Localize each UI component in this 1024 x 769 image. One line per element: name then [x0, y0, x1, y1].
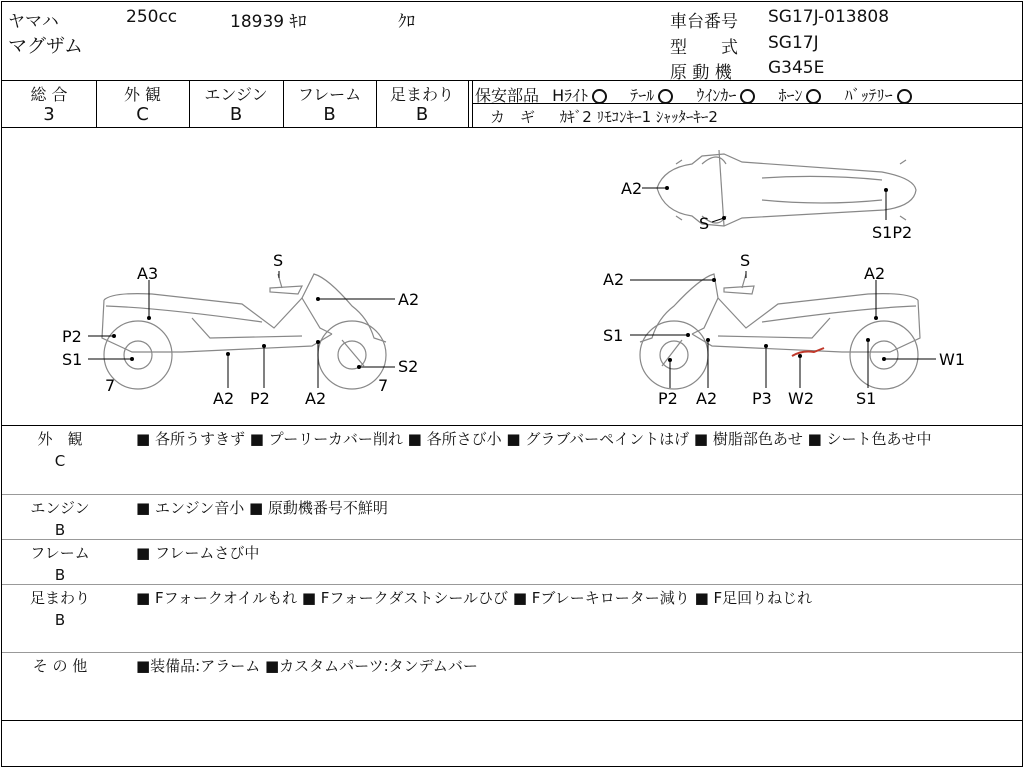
notes-other-text: ■装備品:アラーム ■カスタムパーツ:タンデムバー	[136, 657, 478, 675]
notes-engine-text: ■ エンジン音小 ■ 原動機番号不鮮明	[136, 499, 388, 517]
divider	[2, 425, 1022, 426]
diagram-label: S1	[62, 350, 83, 369]
diagram-label: W2	[788, 389, 814, 408]
ok-circle-icon	[740, 89, 755, 104]
displacement: 250cc	[126, 7, 178, 27]
ok-circle-icon	[592, 89, 607, 104]
grade-suspension-value: B	[415, 104, 429, 125]
notes-frame-text: ■ フレームさび中	[136, 544, 260, 562]
equipment-item-horn	[778, 86, 821, 105]
model-name: マグザム	[8, 35, 84, 57]
diagram-label: 7	[105, 376, 116, 395]
diagram-label: A2	[864, 264, 886, 283]
diagram-label: A2	[305, 389, 327, 408]
equipment-item-label: ﾎｰﾝ	[778, 86, 803, 105]
grade-exterior-label: 外 観	[123, 85, 162, 104]
notes-category: エンジン	[30, 499, 90, 517]
grade-overall-value: 3	[43, 104, 55, 125]
diagram-label: A2	[621, 179, 643, 198]
notes-category: そ の 他	[32, 657, 88, 675]
ok-circle-icon	[658, 89, 673, 104]
notes-category: フレーム	[30, 544, 90, 562]
notes-exterior-text: ■ 各所うすきず ■ プーリーカバー削れ ■ 各所さび小 ■ グラブバーペイントはげ ■ 樹脂部色あせ ■ シート色あせ中	[136, 430, 932, 448]
equipment-item-battery	[845, 86, 912, 105]
notes-frame-label	[20, 542, 100, 586]
key-text: ｶｷﾞ2 ﾘﾓｺﾝｷｰ1 ｼｬｯﾀｰｷｰ2	[559, 108, 718, 126]
notes-other-label	[20, 655, 100, 677]
grade-engine-label: エンジン	[204, 85, 268, 104]
grade-frame-label: フレーム	[297, 85, 362, 104]
scooter-side-view-left	[102, 274, 386, 389]
diagram-label: S	[740, 251, 751, 270]
damage-diagram	[2, 128, 1022, 426]
diagram-label: S2	[398, 357, 419, 376]
notes-engine-label	[20, 497, 100, 541]
grade-suspension-label: 足まわり	[389, 85, 454, 104]
scratch-mark	[792, 348, 824, 356]
equipment-item-tail	[630, 86, 673, 105]
grade-exterior-value: C	[136, 104, 149, 125]
maker: ヤマハ	[8, 12, 59, 32]
divider	[2, 720, 1022, 721]
ok-circle-icon	[806, 89, 821, 104]
diagram-label: P2	[658, 389, 678, 408]
chassis-label: 車台番号	[670, 12, 738, 32]
ok-circle-icon	[897, 89, 912, 104]
chassis-number: SG17J-013808	[768, 7, 890, 27]
notes-suspension-text: ■ Fフォークオイルもれ ■ Fフォークダストシールひび ■ Fブレーキローター減り ■ F足回りねじれ	[136, 589, 813, 607]
key-row	[490, 106, 718, 127]
divider	[2, 652, 1022, 653]
inspection-sheet	[1, 1, 1023, 767]
diagram-label: A2	[213, 389, 235, 408]
notes-category: 足まわり	[29, 589, 90, 607]
diagram-label: 7	[378, 376, 389, 395]
equipment-item-label: ﾊﾞｯﾃﾘｰ	[844, 86, 893, 105]
divider	[2, 584, 1022, 585]
grade-frame-value: B	[323, 104, 336, 125]
equipment-label: 保安部品	[475, 86, 540, 105]
engine-number: G345E	[768, 58, 825, 78]
notes-exterior-label	[20, 428, 100, 472]
diagram-label: P3	[752, 389, 772, 408]
diagram-label: S1	[856, 389, 877, 408]
notes-suspension-label	[20, 587, 100, 631]
equipment-item-headlight	[552, 86, 607, 105]
notes-grade: B	[54, 566, 66, 584]
equipment-item-label: ｳｲﾝｶｰ	[696, 86, 737, 105]
notes-grade: C	[54, 452, 66, 470]
diagram-label: S1	[603, 326, 624, 345]
divider	[468, 80, 469, 127]
type-label: 型 式	[670, 38, 738, 58]
scooter-top-view	[657, 150, 916, 226]
engine-label: 原 動 機	[670, 63, 732, 83]
diagram-label: A3	[137, 264, 159, 283]
type-number: SG17J	[768, 33, 819, 53]
equipment-row	[475, 83, 912, 106]
divider	[2, 539, 1022, 540]
divider	[2, 494, 1022, 495]
notes-grade: B	[54, 521, 66, 539]
diagram-label: S	[699, 214, 710, 233]
notes-grade: B	[54, 611, 66, 629]
diagram-label: S1P2	[872, 223, 913, 242]
equipment-item-label: ﾃｰﾙ	[630, 86, 655, 105]
diagram-label: A2	[696, 389, 718, 408]
diagram-label: P2	[250, 389, 270, 408]
key-label: カ ギ	[490, 108, 536, 126]
notes-category: 外 観	[37, 430, 83, 448]
equipment-item-winker	[696, 86, 755, 105]
divider	[2, 80, 1022, 81]
diagram-label: P2	[62, 327, 82, 346]
equipment-item-label: Hﾗｲﾄ	[552, 86, 589, 105]
diagram-label: W1	[939, 350, 965, 369]
diagram-label: A2	[398, 290, 420, 309]
scooter-side-view-right	[640, 274, 920, 389]
diagram-label: A2	[603, 270, 625, 289]
mileage: 18939 ｷﾛ	[230, 12, 307, 32]
grade-engine-value: B	[229, 104, 243, 125]
color: ｸﾛ	[398, 12, 415, 32]
grade-overall-label: 総 合	[30, 85, 68, 104]
diagram-label: S	[273, 251, 284, 270]
